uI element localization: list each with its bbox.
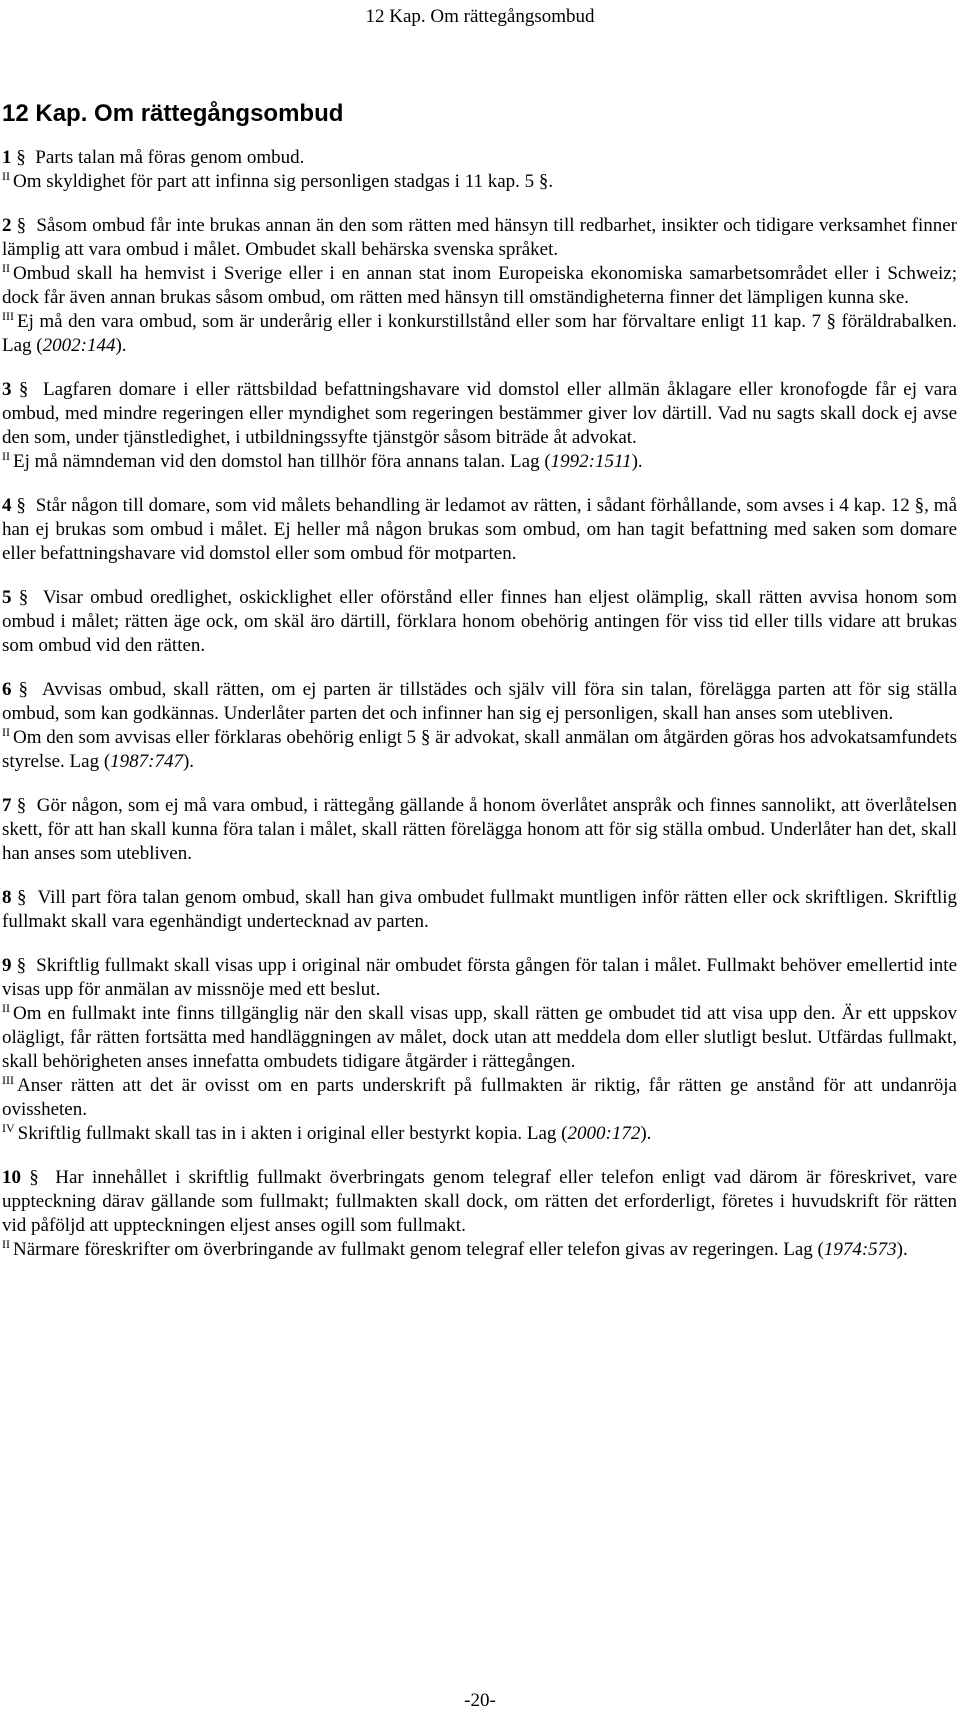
paragraph-text: Står någon till domare, som vid målets behandling är ledamot av rätten, i sådant förhållande, som avses i 4 kap. 12 §, må han ej brukas som ombud i målet. Ej heller må någon brukas som ombud, om han tagit befattning med saken som domare eller befattningshavare vid domstol eller som ombud för motparten. [2,495,958,564]
section-1 [2,146,957,194]
section-mark: § [16,955,27,976]
section-number: 5 [2,587,12,608]
section-number: 2 [2,215,12,236]
section-number: 8 [2,887,12,908]
paragraph-text: Om en fullmakt inte finns tillgänglig när den skall visas upp, skall rätten ge ombudet tid att visa upp den. Är ett uppskov olägligt, får rätten fortsätta med handläggningen av målet, dock utan att meddela dom eller slutligt beslut. Utfärdas fullmakt, skall behörigheten anses innefatta ombudets tidigare åtgärder i rättegången. [2,1003,957,1072]
reference-close: ). [631,451,643,472]
section-mark: § [16,495,26,516]
section-10 [2,1166,957,1262]
section-paragraph [2,794,957,866]
section-paragraph [2,214,957,262]
paragraph-text: Parts talan må föras genom ombud. [35,147,305,168]
running-header: 12 Kap. Om rättegångsombud [365,6,595,27]
stycke-number: III [2,309,14,323]
section-mark: § [17,887,27,908]
paragraph-text: Närmare föreskrifter om överbringande av fullmakt genom telegraf eller telefon givas av regeringen. Lag ( [13,1239,824,1260]
section-8 [2,886,957,934]
section-paragraph [2,586,957,658]
section-mark: § [16,795,27,816]
section-number: 7 [2,795,12,816]
sfs-reference: 1987:747 [110,751,183,772]
section-paragraph [2,1002,957,1074]
page-number: -20- [464,1690,496,1711]
paragraph-text: Skriftlig fullmakt skall tas in i akten i original eller bestyrkt kopia. Lag ( [17,1123,568,1144]
stycke-number: III [2,1073,14,1087]
section-paragraph [2,310,957,358]
section-paragraph [2,378,957,450]
section-mark: § [16,215,27,236]
paragraph-text: Skriftlig fullmakt skall visas upp i original när ombudet första gången för talan i målet. Fullmakt behöver emellertid inte visas upp för anmälan av missnöje med ett beslut. [2,955,958,1000]
section-number: 1 [2,147,12,168]
section-number: 10 [2,1167,21,1188]
stycke-number: IV [2,1121,15,1135]
section-paragraph [2,678,957,726]
reference-close: ). [115,335,127,356]
section-paragraph [2,450,957,474]
section-paragraph [2,954,957,1002]
section-paragraph [2,886,957,934]
paragraph-text: Ej må den vara ombud, som är underårig eller i konkurstillstånd eller som har förvaltare enligt 11 kap. 7 § föräldrabalken. Lag ( [2,311,957,356]
stycke-number: II [2,1237,10,1251]
paragraph-text: Såsom ombud får inte brukas annan än den som rätten med hänsyn till redbarhet, insikter och tidigare verksamhet finner lämplig att vara ombud i målet. Ombudet skall behärska svenska språket. [2,215,958,260]
section-number: 9 [2,955,12,976]
section-paragraph [2,494,957,566]
paragraph-text: Lagfaren domare i eller rättsbildad befattningshavare vid domstol eller allmän åklagare eller kronofogde får ej vara ombud, med mindre regeringen eller myndighet som regeringen bestämmer giver lov därtill. Vad nu sagts skall dock ej avse den som, under tjänstledighet, i utbildningssyfte tjänstgör såsom biträde åt advokat. [2,379,958,448]
paragraph-text: Visar ombud oredlighet, oskicklighet eller oförstånd eller finnes han eljest olämplig, skall rätten avvisa honom som ombud i målet; rätten äge ock, om skäl äro därtill, förklara honom obehörig antingen för viss tid eller tills vidare att brukas som ombud vid den rätten. [2,587,958,656]
section-number: 4 [2,495,12,516]
section-mark: § [18,679,29,700]
reference-close: ). [896,1239,908,1260]
chapter-title: 12 Kap. Om rättegångsombud [2,100,344,127]
section-paragraph [2,1074,957,1122]
sfs-reference: 2000:172 [567,1123,641,1144]
section-paragraph [2,170,957,194]
section-paragraph [2,1122,957,1146]
stycke-number: II [2,725,10,739]
section-paragraph [2,1166,957,1238]
reference-close: ). [182,751,195,772]
section-7 [2,794,957,866]
paragraph-text: Gör någon, som ej må vara ombud, i rättegång gällande å honom överlåtet anspråk och finnes sannolikt, att överlåtelsen skett, för att han skall kunna föra talan i målet, skall rätten förelägga honom att för sig ställa ombud. Underlåter han det, skall han anses som utebliven. [2,795,958,864]
section-4 [2,494,957,566]
sfs-reference: 2002:144 [42,335,116,356]
reference-close: ). [640,1123,652,1144]
section-paragraph [2,726,957,774]
stycke-number: II [2,169,10,183]
paragraph-text: Ej må nämndeman vid den domstol han tillhör föra annans talan. Lag ( [13,451,551,472]
stycke-number: II [2,449,10,463]
paragraph-text: Ombud skall ha hemvist i Sverige eller i en annan stat inom Europeiska ekonomiska samarbetsområdet eller i Schweiz; dock får även annan brukas såsom ombud, om rätten med hänsyn till omständigheterna finner det lämpligen kunna ske. [2,263,957,308]
paragraph-text: Har innehållet i skriftlig fullmakt överbringats genom telegraf eller telefon enligt vad därom är föreskrivet, vare uppteckning därav gällande som fullmakt; fullmakten skall dock, om rätten det erforderligt, företes i huvudskrift för rätten vid påföljd att uppteckningen eljest anses ogill som fullmakt. [2,1167,958,1236]
section-mark: § [18,379,29,400]
paragraph-text: Anser rätten att det är ovisst om en parts underskrift på fullmakten är riktig, får rätten ge anstånd för att undanröja ovissheten. [2,1075,957,1120]
sfs-reference: 1992:1511 [550,451,632,472]
paragraph-text: Avvisas ombud, skall rätten, om ej parten är tillstädes och själv vill föra sin talan, förelägga parten att för sig ställa ombud, som kan godkännas. Underlåter parten det och infinner han sig ej personligen, skall han anses som utebliven. [2,679,957,724]
stycke-number: II [2,1001,10,1015]
section-5 [2,586,957,658]
section-mark: § [18,587,29,608]
paragraph-text: Vill part föra talan genom ombud, skall han giva ombudet fullmakt muntligen inför rätten eller ock skriftligen. Skriftlig fullmakt skall vara egenhändigt undertecknad av parten. [2,887,958,932]
section-paragraph [2,262,957,310]
section-paragraph [2,1238,957,1262]
section-paragraph [2,146,957,170]
section-mark: § [29,1167,39,1188]
section-6 [2,678,957,774]
section-3 [2,378,957,474]
section-mark: § [16,147,26,168]
section-number: 6 [2,679,12,700]
sections-container [2,146,957,1282]
section-2 [2,214,957,358]
paragraph-text: Om den som avvisas eller förklaras obehörig enligt 5 § är advokat, skall anmälan om åtgärden göras hos advokatsamfundets styrelse. Lag ( [2,727,957,772]
section-9 [2,954,957,1146]
section-number: 3 [2,379,12,400]
stycke-number: II [2,261,10,275]
paragraph-text: Om skyldighet för part att infinna sig personligen stadgas i 11 kap. 5 §. [13,171,554,192]
sfs-reference: 1974:573 [823,1239,897,1260]
